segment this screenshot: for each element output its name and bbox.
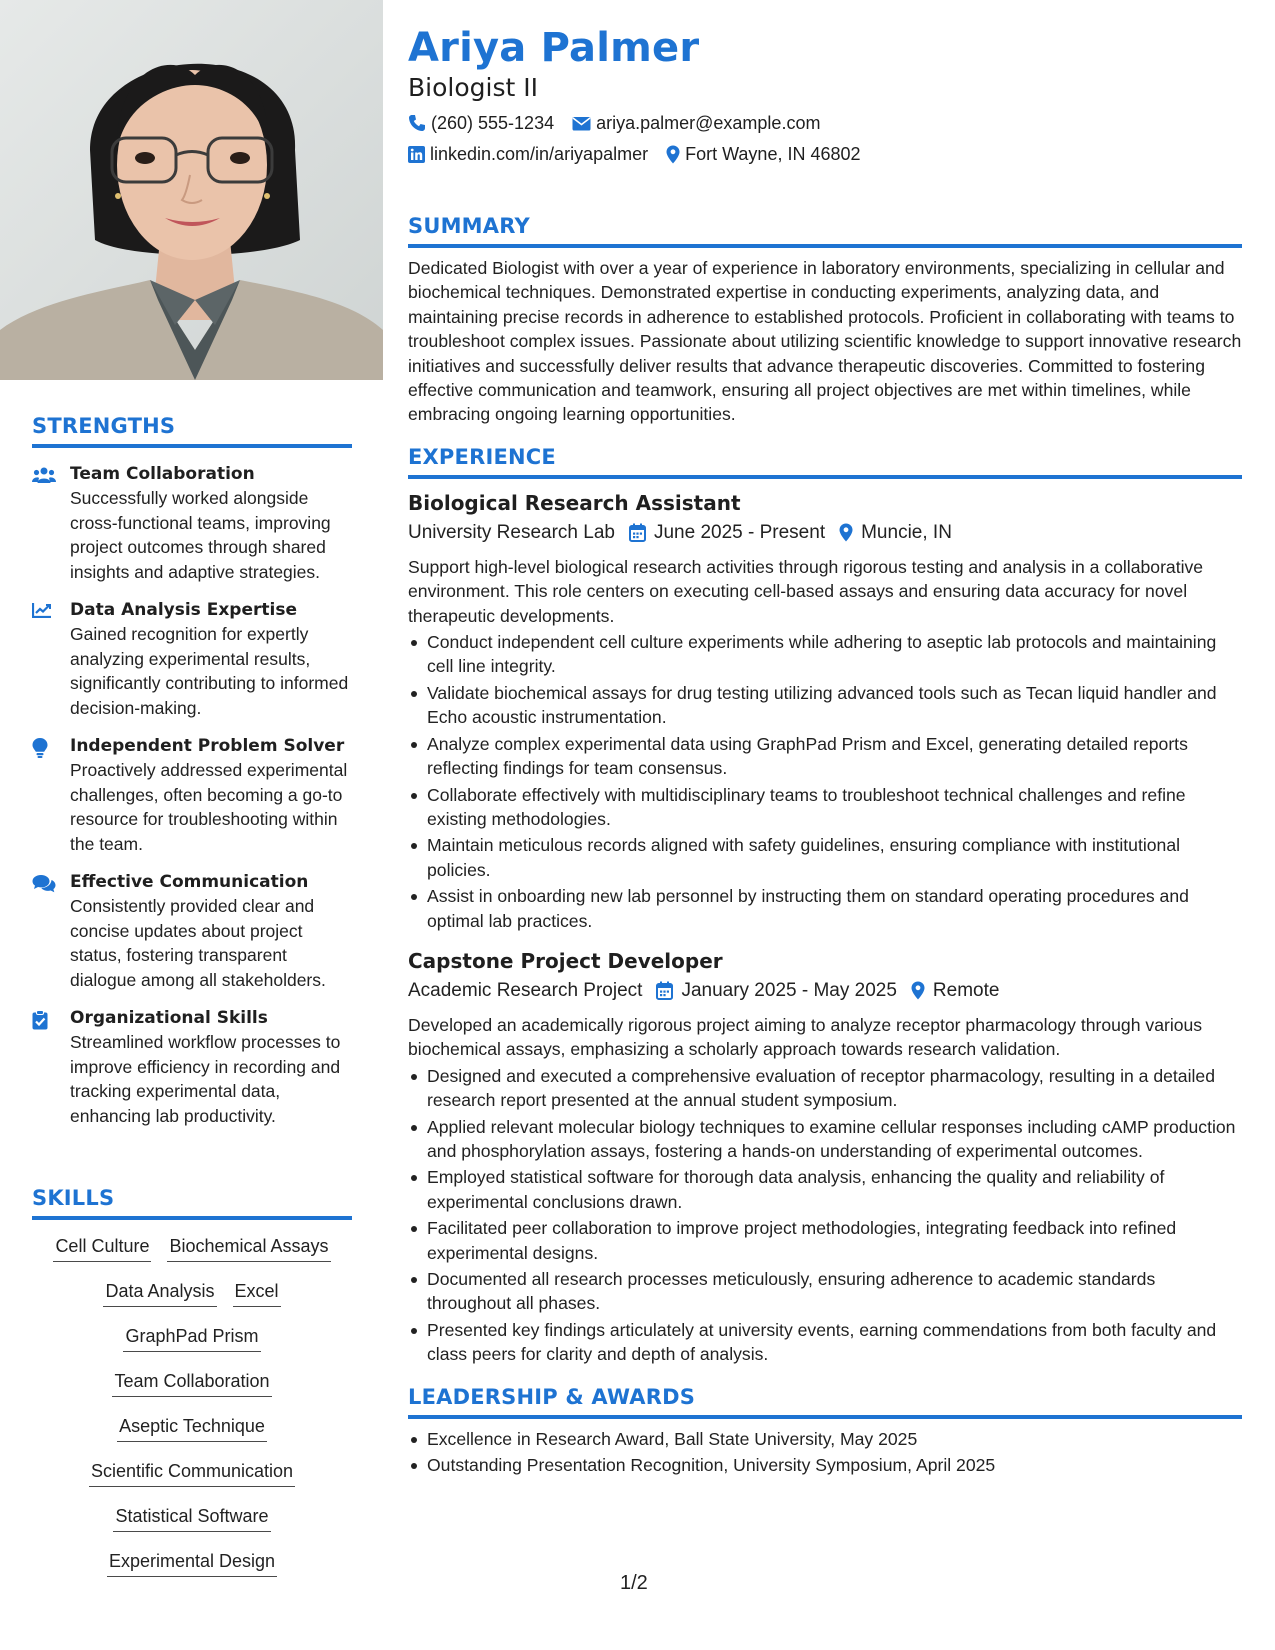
job-bullet: Employed statistical software for thorough data analysis, enhancing the quality and reliability of experimental conclusions drawn. — [408, 1165, 1242, 1214]
job-org: University Research Lab — [408, 521, 615, 543]
award-item: Outstanding Presentation Recognition, University Symposium, April 2025 — [408, 1453, 1242, 1477]
users-icon — [32, 462, 70, 584]
skill-tag: GraphPad Prism — [123, 1324, 260, 1352]
skill-tag: Experimental Design — [107, 1549, 277, 1577]
skill-tag: Scientific Communication — [89, 1459, 295, 1487]
job-meta — [408, 977, 1242, 1005]
strength-item — [32, 598, 352, 720]
comments-icon — [32, 870, 70, 992]
job-description: Support high-level biological research activities through rigorous testing and analysis in a collaborative environment. This role centers on executing cell-based assays and ensuring data accuracy for novel therapeutic developments. — [408, 556, 1204, 626]
job-bullet: Documented all research processes meticulously, ensuring adherence to academic standards throughout all phases. — [408, 1267, 1242, 1316]
strength-text: Proactively addressed experimental challenges, often becoming a go-to resource for troubleshooting within the team. — [70, 760, 348, 854]
candidate-title: Biologist II — [408, 73, 538, 102]
phone-icon — [408, 114, 426, 132]
page-number: 1/2 — [620, 1572, 648, 1594]
job-bullet: Presented key findings articulately at university events, earning commendations from both faculty and class peers for clarity and depth of analysis. — [408, 1318, 1242, 1367]
job-bullet: Applied relevant molecular biology techniques to examine cellular responses including cAMP production and phosphorylation assays, fostering a hands-on understanding of experimental outcomes. — [408, 1115, 1242, 1164]
lightbulb-icon — [32, 734, 70, 856]
strengths-section — [32, 414, 352, 1128]
job-location: Remote — [932, 979, 1000, 1001]
job-bullet: Collaborate effectively with multidisciplinary teams to troubleshoot technical challenges and refine existing methodologies. — [408, 783, 1242, 832]
job-bullets — [408, 1064, 1242, 1367]
skills-row — [32, 1279, 352, 1324]
clipboard-check-icon — [32, 1006, 70, 1128]
job-bullet: Designed and executed a comprehensive evaluation of receptor pharmacology, resulting in a detailed research report presented at the annual student symposium. — [408, 1064, 1242, 1113]
strength-text: Streamlined workflow processes to improve efficiency in recording and tracking experimental data, enhancing lab productivity. — [70, 1032, 341, 1126]
strength-text: Consistently provided clear and concise updates about project status, fostering transparent dialogue among all stakeholders. — [70, 896, 326, 990]
skill-tag: Statistical Software — [113, 1504, 270, 1532]
experience-heading: EXPERIENCE — [408, 444, 556, 469]
job-title: Biological Research Assistant — [408, 490, 741, 515]
skill-tag: Excel — [233, 1279, 281, 1307]
awards-list — [408, 1427, 1242, 1478]
location-text: Fort Wayne, IN 46802 — [685, 144, 861, 164]
strength-text: Successfully worked alongside cross-functional teams, improving project outcomes through shared insights and adaptive strategies. — [70, 488, 331, 582]
job-dates: January 2025 - May 2025 — [681, 979, 897, 1001]
strength-item — [32, 870, 352, 992]
strength-item — [32, 1006, 352, 1128]
skills-heading: SKILLS — [32, 1186, 115, 1210]
strength-title: Independent Problem Solver — [70, 736, 345, 756]
profile-photo — [0, 0, 383, 380]
skill-tag: Aseptic Technique — [117, 1414, 267, 1442]
job-description: Developed an academically rigorous project aiming to analyze receptor pharmacology through various biochemical assays, emphasizing a scholarly approach towards research validation. — [408, 1014, 1203, 1060]
map-pin-icon — [666, 145, 680, 164]
job-bullet: Maintain meticulous records aligned with safety guidelines, ensuring compliance with institutional policies. — [408, 833, 1242, 882]
job-org: Academic Research Project — [408, 979, 643, 1001]
strength-title: Organizational Skills — [70, 1008, 268, 1028]
job-bullet: Facilitated peer collaboration to improve project methodologies, integrating feedback into refined experimental designs. — [408, 1216, 1242, 1265]
left-column — [0, 0, 383, 1650]
experience-divider — [408, 475, 1242, 479]
strengths-heading: STRENGTHS — [32, 414, 176, 438]
skills-row — [32, 1504, 352, 1549]
summary-text: Dedicated Biologist with over a year of experience in laboratory environments, specializing in cellular and biochemical techniques. Demonstrated expertise in conducting experiments, analyzing data, and maintaining precise records in adherence to established protocols. Proficient in collaborating with teams to troubleshoot complex issues. Passionate about utilizing scientific knowledge to support innovative research initiatives and successfully deliver results that advance therapeutic discoveries. Committed to fostering effective communication and teamwork, ensuring all project objectives are met within timelines, while embracing ongoing learning opportunities. — [408, 258, 1242, 425]
job-bullet: Assist in onboarding new lab personnel by instructing them on standard operating procedures and optimal lab practices. — [408, 884, 1242, 933]
phone-text: (260) 555-1234 — [431, 113, 555, 133]
map-pin-icon — [911, 981, 925, 1000]
skills-row — [32, 1234, 352, 1279]
experience-section — [408, 445, 1242, 1367]
job-dates: June 2025 - Present — [653, 521, 826, 543]
job-bullets — [408, 630, 1242, 933]
summary-heading: SUMMARY — [408, 214, 530, 238]
skills-row — [32, 1324, 352, 1369]
skills-row — [32, 1549, 352, 1594]
skill-tag: Cell Culture — [53, 1234, 151, 1262]
strength-text: Gained recognition for expertly analyzing experimental results, significantly contributing to informed decision-making. — [70, 624, 349, 718]
award-item: Excellence in Research Award, Ball State University, May 2025 — [408, 1427, 1242, 1451]
job-bullet: Analyze complex experimental data using GraphPad Prism and Excel, generating detailed reports reflecting findings for team consensus. — [408, 732, 1242, 781]
right-column — [408, 0, 1242, 1477]
email-contact[interactable] — [572, 110, 820, 136]
strength-item — [32, 734, 352, 856]
summary-divider — [408, 244, 1242, 248]
skill-tag: Team Collaboration — [112, 1369, 271, 1397]
linkedin-text: linkedin.com/in/ariyapalmer — [430, 144, 649, 164]
skills-section — [32, 1186, 352, 1594]
job-title: Capstone Project Developer — [408, 948, 723, 973]
calendar-icon — [656, 981, 673, 1000]
job-location: Muncie, IN — [861, 521, 952, 543]
awards-divider — [408, 1415, 1242, 1419]
summary-section — [408, 214, 1242, 427]
skills-row — [32, 1369, 352, 1414]
location-contact — [666, 141, 860, 167]
map-pin-icon — [839, 523, 853, 542]
job-entry — [408, 489, 1242, 933]
job-entry — [408, 947, 1242, 1367]
strength-title: Team Collaboration — [70, 464, 255, 484]
contact-row — [408, 110, 1242, 136]
skills-row — [32, 1459, 352, 1504]
envelope-icon — [572, 116, 591, 131]
job-bullet: Conduct independent cell culture experiments while adhering to aseptic lab protocols and maintaining cell line integrity. — [408, 630, 1242, 679]
skill-tag: Biochemical Assays — [167, 1234, 330, 1262]
job-bullet: Validate biochemical assays for drug testing utilizing advanced tools such as Tecan liquid handler and Echo acoustic instrumentation. — [408, 681, 1242, 730]
linkedin-contact[interactable] — [408, 141, 648, 167]
calendar-icon — [629, 523, 646, 542]
awards-heading: LEADERSHIP & AWARDS — [408, 1384, 696, 1409]
email-text: ariya.palmer@example.com — [596, 113, 821, 133]
phone-contact[interactable] — [408, 110, 554, 136]
strength-item — [32, 462, 352, 584]
strengths-divider — [32, 444, 352, 448]
linkedin-icon — [408, 146, 425, 163]
skills-divider — [32, 1216, 352, 1220]
candidate-name: Ariya Palmer — [408, 25, 700, 71]
chart-line-icon — [32, 598, 70, 720]
awards-section — [408, 1385, 1242, 1478]
skills-row — [32, 1414, 352, 1459]
job-meta — [408, 519, 1242, 547]
profile-photo-illustration — [0, 0, 383, 380]
strength-title: Effective Communication — [70, 872, 309, 892]
contact-row — [408, 141, 1242, 167]
skill-tag: Data Analysis — [103, 1279, 216, 1307]
strength-title: Data Analysis Expertise — [70, 600, 297, 620]
